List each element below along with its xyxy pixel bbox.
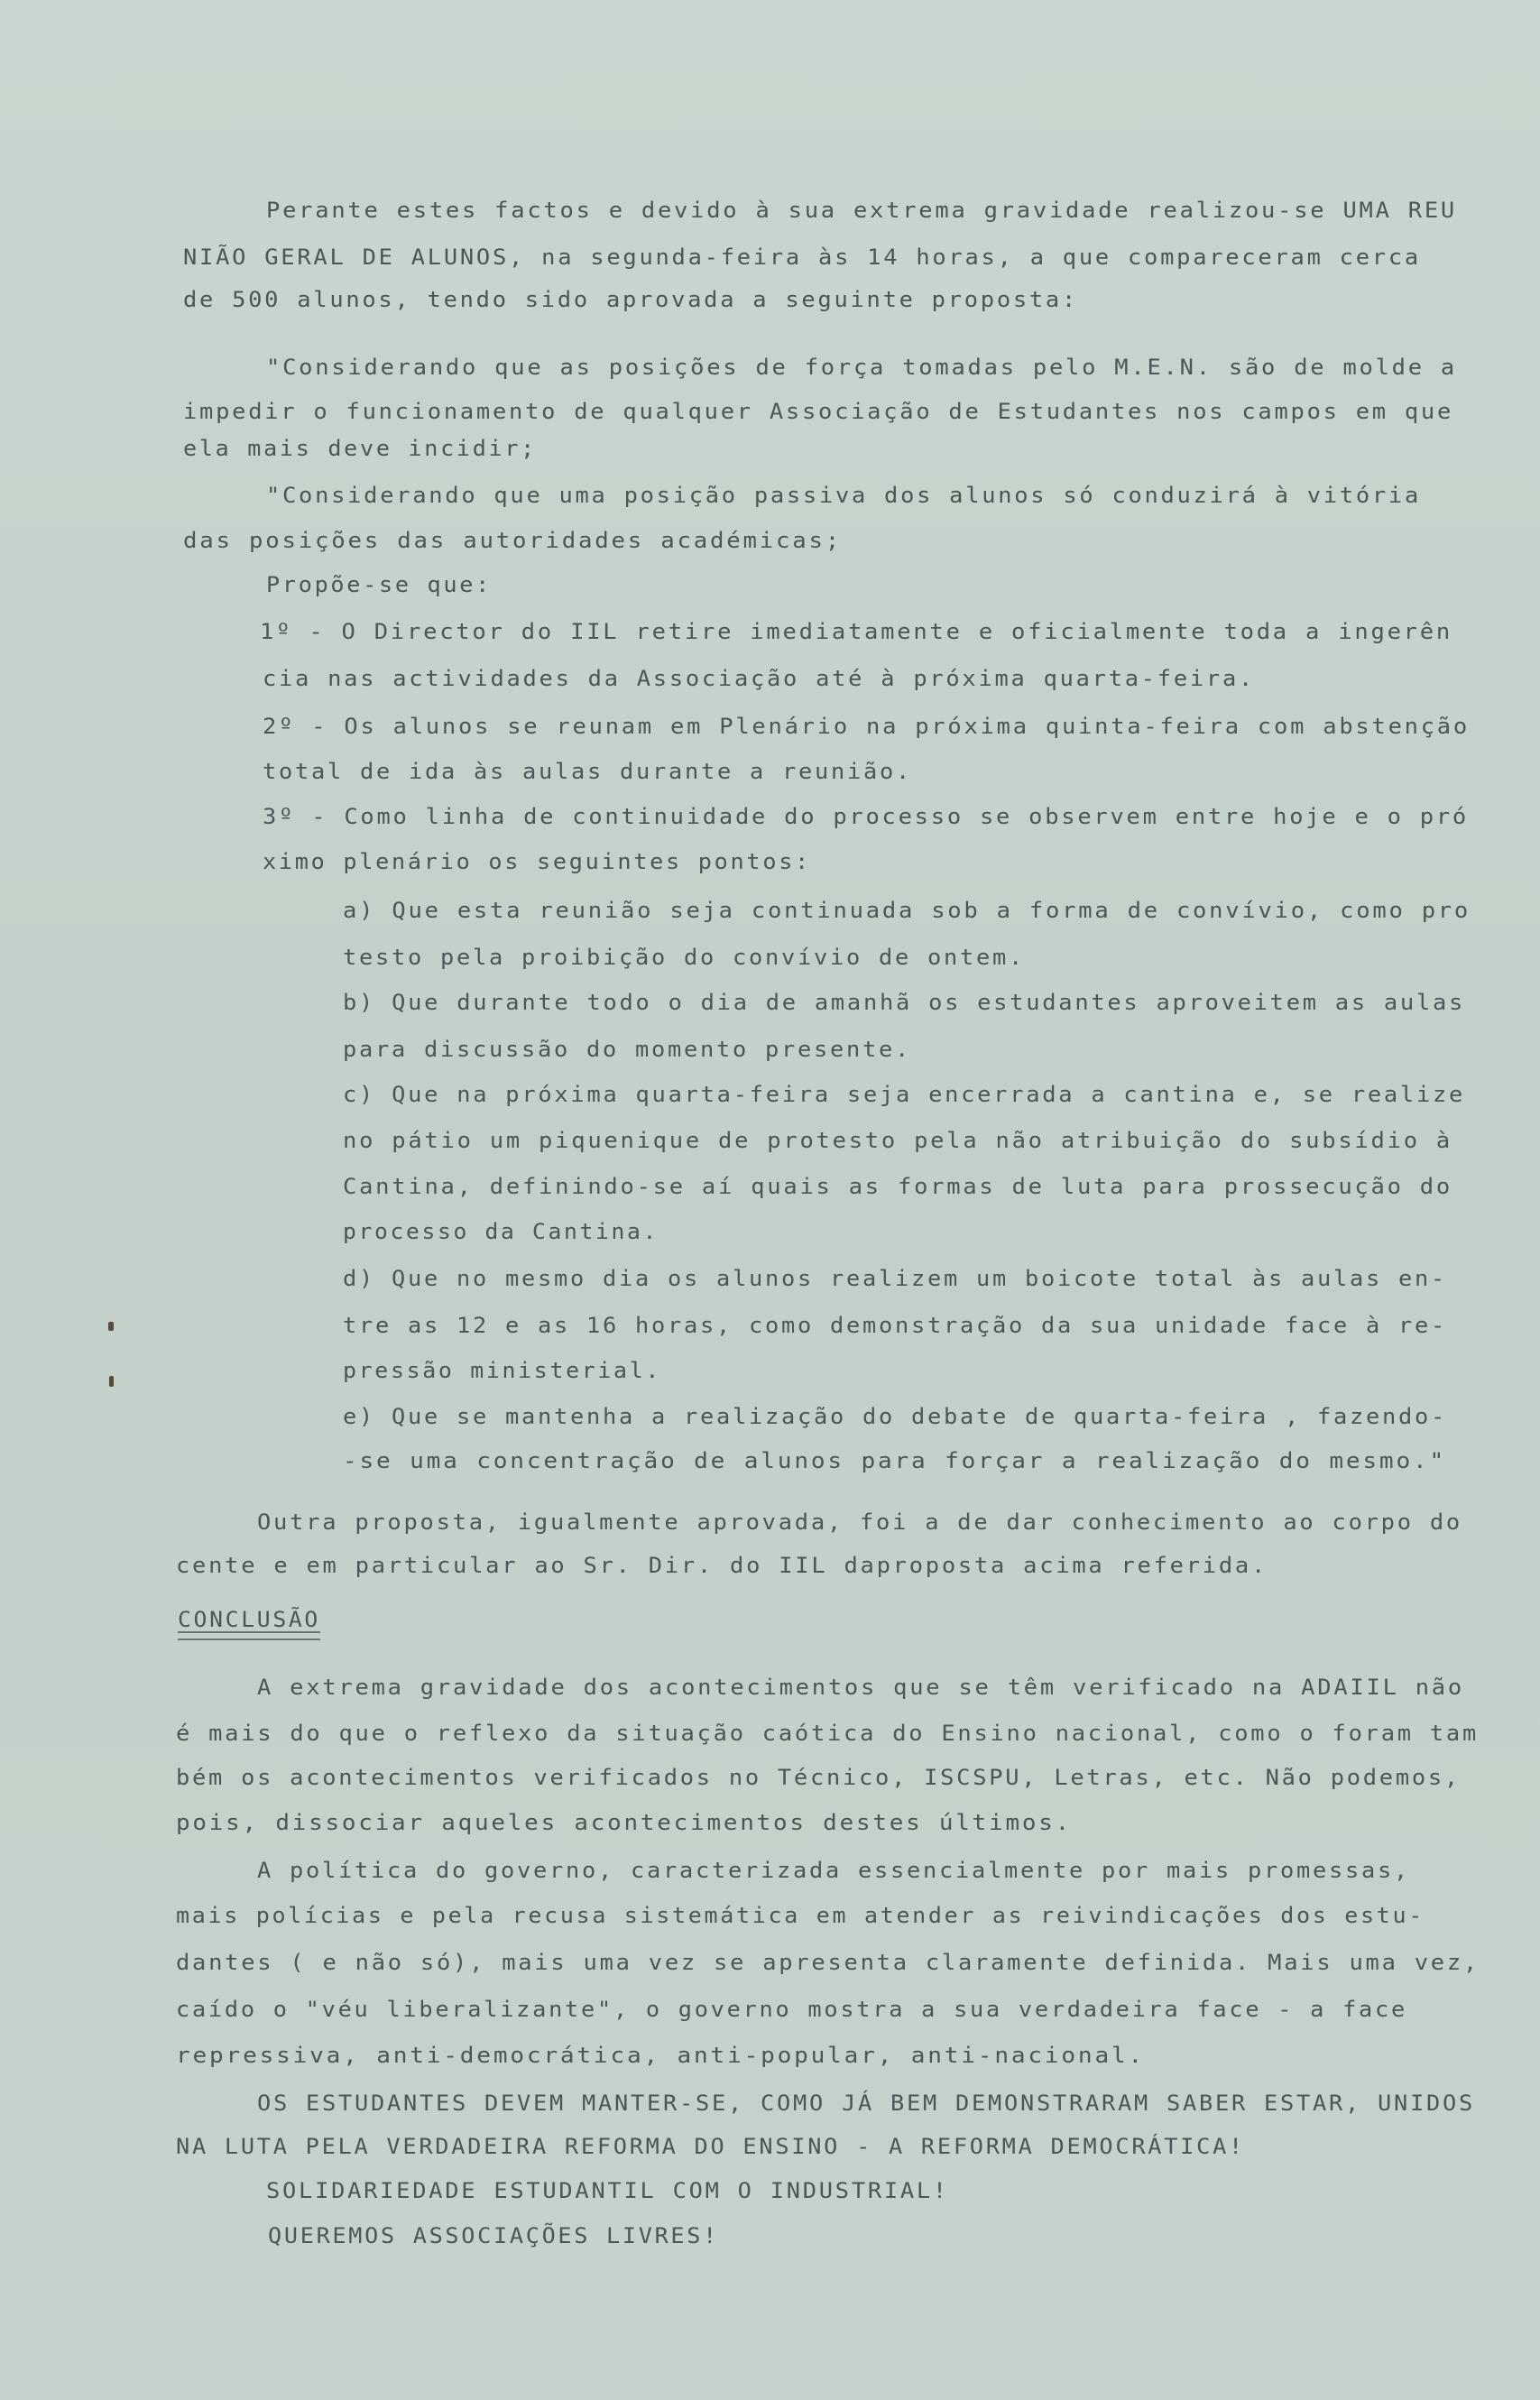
text-line: impedir o funcionamento de qualquer Associação de Estudantes nos campos em que	[183, 399, 1454, 424]
text-line: b) Que durante todo o dia de amanhã os estudantes aproveitem as aulas	[343, 990, 1466, 1015]
text-line: no pátio um piquenique de protesto pela não atribuição do subsídio à	[343, 1128, 1452, 1153]
text-line: Outra proposta, igualmente aprovada, foi a de dar conhecimento ao corpo do	[257, 1509, 1462, 1535]
text-line: Cantina, definindo-se aí quais as formas de luta para prossecução do	[343, 1174, 1452, 1199]
text-line: processo da Cantina.	[343, 1219, 659, 1244]
text-line: Propõe-se que:	[266, 572, 492, 597]
text-line: SOLIDARIEDADE ESTUDANTIL COM O INDUSTRIAL!	[266, 2178, 949, 2203]
text-line: d) Que no mesmo dia os alunos realizem um boicote total às aulas en-	[343, 1266, 1448, 1291]
text-line: "Considerando que as posições de força tomadas pelo M.E.N. são de molde a	[266, 355, 1458, 380]
conclusion-heading: CONCLUSÃO	[178, 1607, 320, 1632]
text-line: testo pela proibição do convívio de ontem.	[343, 945, 1026, 970]
text-line: NA LUTA PELA VERDADEIRA REFORMA DO ENSINO - A REFORMA DEMOCRÁTICA!	[176, 2134, 1246, 2159]
text-line: é mais do que o reflexo da situação caótica do Ensino nacional, como o foram tam	[176, 1721, 1480, 1746]
text-line: A política do governo, caracterizada essencialmente por mais promessas,	[257, 1858, 1411, 1883]
text-line: pois, dissociar aqueles acontecimentos destes últimos.	[176, 1810, 1073, 1835]
text-line: OS ESTUDANTES DEVEM MANTER-SE, COMO JÁ BEM DEMONSTRARAM SABER ESTAR, UNIDOS	[257, 2091, 1476, 2116]
text-line: cia nas actividades da Associação até à próxima quarta-feira.	[263, 666, 1256, 691]
text-line: -se uma concentração de alunos para forçar a realização do mesmo."	[343, 1448, 1447, 1473]
text-line: ximo plenário os seguintes pontos:	[263, 849, 811, 874]
text-line: A extrema gravidade dos acontecimentos que se têm verificado na ADAIIL não	[257, 1675, 1464, 1700]
text-line: bém os acontecimentos verificados no Técnico, ISCSPU, Letras, etc. Não podemos,	[176, 1765, 1461, 1790]
text-line: cente e em particular ao Sr. Dir. do IIL daproposta acima referida.	[176, 1553, 1268, 1578]
text-line: caído o "véu liberalizante", o governo mostra a sua verdadeira face - a face	[176, 1997, 1407, 2022]
text-line: mais polícias e pela recusa sistemática em atender as reivindicações dos estu-	[176, 1903, 1425, 1928]
text-line: "Considerando que uma posição passiva dos alunos só conduzirá à vitória	[266, 483, 1421, 508]
text-line: a) Que esta reunião seja continuada sob a forma de convívio, como pro	[343, 898, 1471, 923]
paper-speck	[108, 1322, 114, 1331]
text-line: dantes ( e não só), mais uma vez se apresenta claramente definida. Mais uma vez,	[176, 1950, 1480, 1975]
text-line: tre as 12 e as 16 horas, como demonstração da sua unidade face à re-	[343, 1313, 1448, 1338]
text-line: NIÃO GERAL DE ALUNOS, na segunda-feira às 14 horas, a que compareceram cerca	[183, 245, 1421, 270]
text-line: 3º - Como linha de continuidade do processo se observem entre hoje e o pró	[263, 804, 1469, 829]
text-line: Perante estes factos e devido à sua extrema gravidade realizou-se UMA REU	[266, 198, 1458, 223]
text-line: c) Que na próxima quarta-feira seja encerrada a cantina e, se realize	[343, 1082, 1466, 1107]
text-line: 1º - O Director do IIL retire imediatamente e oficialmente toda a ingerên	[260, 619, 1453, 644]
text-line: das posições das autoridades académicas;	[183, 528, 842, 553]
paper-speck	[109, 1376, 114, 1387]
heading-double-underline	[178, 1631, 320, 1640]
text-line: pressão ministerial.	[343, 1358, 661, 1383]
text-line: e) Que se mantenha a realização do debate de quarta-feira , fazendo-	[343, 1404, 1448, 1429]
text-line: total de ida às aulas durante a reunião.	[263, 759, 913, 784]
text-line: 2º - Os alunos se reunam em Plenário na próxima quinta-feira com abstenção	[263, 714, 1470, 739]
text-line: de 500 alunos, tendo sido aprovada a seguinte proposta:	[183, 287, 1079, 312]
text-line: para discussão do momento presente.	[343, 1037, 911, 1062]
text-line: QUEREMOS ASSOCIAÇÕES LIVRES!	[268, 2223, 720, 2248]
text-line: ela mais deve incidir;	[183, 436, 538, 461]
text-line: repressiva, anti-democrática, anti-popular, anti-nacional.	[176, 2043, 1146, 2068]
